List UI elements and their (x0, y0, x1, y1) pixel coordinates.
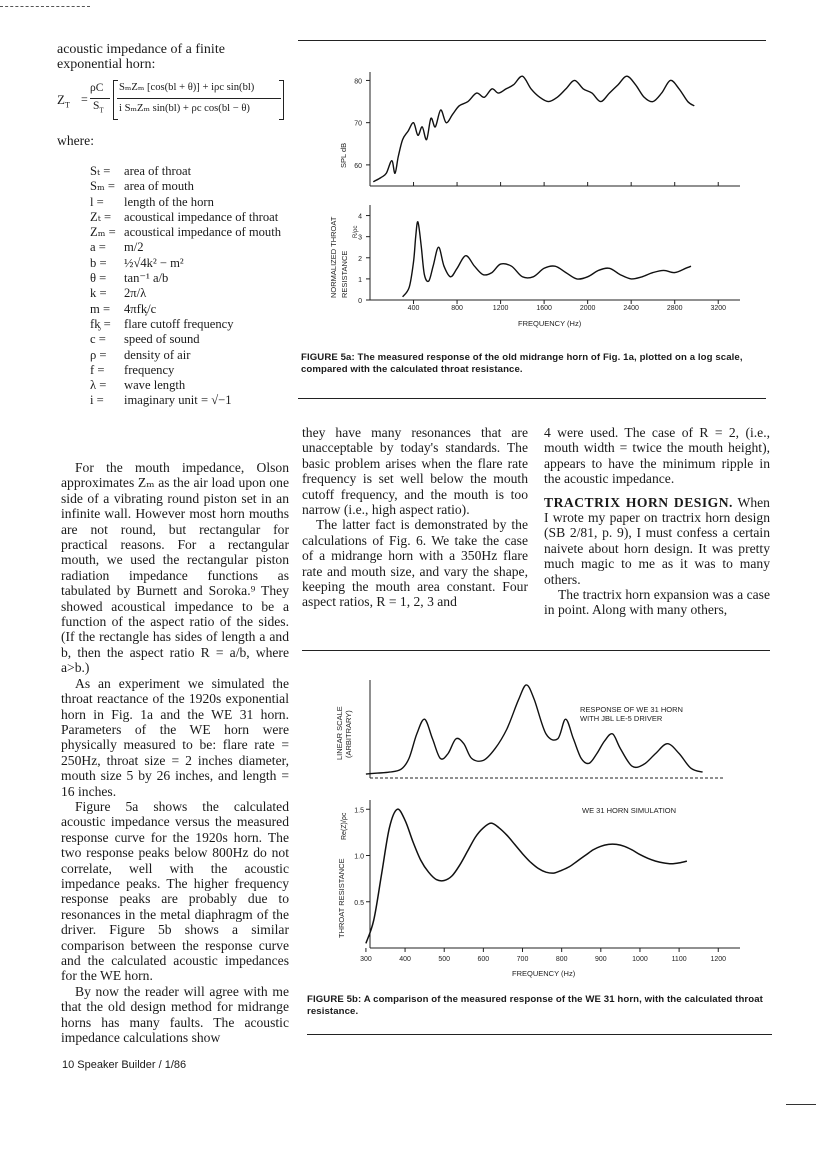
glossary-definition: length of the horn (124, 194, 214, 209)
paragraph-aspect: 4 were used. The case of R = 2, (i.e., mouth width = twice the mouth height), appears to have the minimum ripple in the acoustic impedance. (544, 425, 770, 487)
glossary-symbol: k = (90, 286, 107, 301)
frequency-tick-label-5b: 400 (399, 956, 411, 963)
spl-response-curve (373, 76, 694, 182)
paragraph-tractrix: When I wrote my paper on tractrix horn design (SB 2/81, p. 9), I must confess a certain naivete about horn design. It was pretty much magic to me as it was to many others. (544, 494, 770, 587)
glossary-symbol: a = (90, 240, 106, 255)
figure-5b-caption: FIGURE 5b: A comparison of the measured response of the WE 31 horn, with the calculated throat resistance. (307, 994, 763, 1017)
resistance-tick-label: 4 (358, 213, 362, 221)
glossary-row (90, 240, 284, 255)
frequency-tick-label-5b: 900 (594, 956, 607, 963)
glossary-definition: area of throat (124, 164, 192, 178)
glossary-definition: area of mouth (124, 179, 194, 194)
frequency-tick-label: 1600 (536, 305, 552, 312)
glossary-symbol: fᶄ = (90, 316, 111, 331)
resistance-tick-label: 3 (358, 234, 362, 242)
frequency-tick-label-5b: 1100 (671, 956, 687, 963)
frequency-tick-label: 1200 (492, 305, 509, 312)
intro-text: acoustic impedance of a finite exponential horn: (57, 42, 225, 73)
scan-mark-right (786, 1104, 816, 1105)
formula-denominator: i SₘZₘ sin(bl) + ρc cos(bl − θ) (119, 103, 250, 114)
resistance-ylabel-2: RESISTANCE (340, 250, 349, 298)
glossary-row (90, 302, 284, 317)
throat-resistance-ylabel: THROAT RESISTANCE (337, 858, 346, 938)
frequency-tick-label: 3200 (710, 305, 727, 312)
glossary-symbol: l = (90, 194, 104, 209)
rule-lower (302, 650, 770, 651)
throat-resistance-ylabel-frac: Re(Z)/ρc (341, 812, 348, 840)
rule-bottom (307, 1034, 772, 1035)
glossary-definition: flare cutoff frequency (124, 316, 234, 331)
formula-numerator: SₘZₘ [cos(bl + θ)] + iρc sin(bl) (119, 82, 255, 93)
glossary-symbol: b = (90, 255, 107, 270)
frequency-tick-label: 2400 (623, 305, 639, 312)
glossary-symbol: ρ = (90, 347, 107, 362)
formula-coef-den: S (93, 100, 100, 112)
glossary-definition: m/2 (124, 240, 144, 255)
frequency-tick-label-5b: 700 (516, 956, 529, 963)
glossary-definition: imaginary unit = √−1 (124, 393, 232, 408)
formula-coef-den-sub: T (99, 106, 104, 115)
figure-5b-chart (300, 660, 770, 982)
glossary-definition: density of air (124, 347, 191, 362)
resistance-ylabel-frac: R/ρc (353, 225, 359, 238)
glossary-symbol: Sₜ = (90, 164, 111, 178)
resistance-tick-label: 0 (358, 298, 362, 305)
spl-tick-label: 70 (354, 120, 362, 128)
frequency-tick-label: 2000 (579, 305, 596, 312)
glossary-row (90, 210, 284, 225)
glossary-row (90, 378, 284, 393)
paragraph-figure-5a: Figure 5a shows the calculated acoustic impedance versus the measured response curve for the 1920s horn. The two response peaks below 800Hz do not correlate, well with the acoustic impedance peaks. The higher frequency response peaks are probably due to resonances in the metal diaphragm of the driver. Figure 5b shows a similar comparison between the response curve and the calculated acoustic impedances for the WE horn. (61, 798, 289, 984)
figure-5a-chart (300, 50, 766, 345)
frequency-tick-label-5b: 500 (438, 956, 451, 963)
paragraph-resonances: they have many resonances that are unacceptable by today's standards. The basic problem arises when the flare rate frequency is set well below the mouth cutoff frequency, and the mouth is too narrow (i.e., high aspect ratio). (302, 425, 528, 518)
we31-simulation-curve (366, 809, 687, 943)
middle-body-text (302, 425, 528, 610)
throat-resistance-curve (403, 222, 691, 297)
glossary-row (90, 225, 284, 240)
glossary-symbol: Zₜ = (90, 209, 112, 224)
frequency-tick-label-5b: 1000 (632, 956, 648, 963)
left-body-text (61, 460, 289, 1045)
glossary-definition: 2π/λ (124, 286, 147, 301)
page-footer: 10 Speaker Builder / 1/86 (62, 1059, 187, 1071)
glossary-symbol: i = (90, 393, 104, 408)
scan-mark (0, 6, 90, 8)
throat-resistance-tick-label: 0.5 (354, 899, 364, 907)
glossary-symbol: c = (90, 332, 106, 347)
glossary-row (90, 256, 284, 271)
glossary-symbol: Sₘ = (90, 179, 115, 194)
glossary-symbol: θ = (90, 271, 107, 286)
glossary-symbol: Zₘ = (90, 225, 116, 240)
glossary-row (90, 164, 284, 179)
frequency-tick-label: 400 (407, 305, 420, 312)
glossary-symbol: f = (90, 362, 105, 377)
figure-5a-caption: FIGURE 5a: The measured response of the old midrange horn of Fig. 1a, plotted on a log scale, compared with the calculated throat resistance. (301, 352, 743, 375)
spl-ylabel: SPL dB (339, 142, 348, 168)
frequency-xlabel: FREQUENCY (Hz) (518, 319, 582, 328)
formula-lhs: Z (57, 92, 65, 107)
paragraph-conclusion: By now the reader will agree with me that the old design method for midrange horns has many faults. The acoustic impedance calculations show (61, 983, 289, 1046)
glossary-definition: 4πfᶄ/c (124, 301, 157, 316)
linear-scale-ylabel-2: (ARBITRARY) (344, 710, 353, 758)
glossary-row (90, 393, 284, 408)
resistance-tick-label: 2 (358, 255, 362, 263)
frequency-tick-label: 2800 (666, 305, 683, 312)
glossary-row (90, 195, 284, 210)
throat-resistance-tick-label: 1.5 (354, 807, 364, 815)
resistance-tick-label: 1 (358, 276, 362, 284)
section-heading-tractrix: TRACTRIX HORN DESIGN. (544, 494, 733, 510)
glossary-definition: ½√4k² − m² (124, 255, 184, 270)
spl-tick-label: 60 (354, 162, 362, 170)
we31-response-curve (366, 685, 703, 774)
paragraph-experiment: As an experiment we simulated the throat reactance of the 1920s exponential horn in Fig. 1a and the WE 31 horn. Parameters of the WE horn were physically measured to be: flare rate = 250Hz, throat size = 2 inches diameter, mouth size 5 by 26 inches, and length = 16 inches. (61, 675, 289, 799)
right-body-text (544, 425, 770, 618)
glossary-definition: acoustical impedance of mouth (124, 225, 282, 240)
spl-tick-label: 80 (354, 78, 362, 86)
glossary-row (90, 317, 284, 332)
paragraph-olson: For the mouth impedance, Olson approximates Zₘ as the air load upon one side of a vibrating round piston set in an infinite wall. However most horn mouths are not round, but rectangular for practical reasons. For a rectangular mouth, we used the rectangular piston radiation impedance functions as tabulated by Burnett and Soroka.⁹ They showed acoustical impedance to be a function of the aspect ratio of the sides. (If the rectangle has sides of length a and b, then the aspect ratio R = a/b, where a>b.) (61, 460, 289, 676)
response-legend-2: WITH JBL LE-5 DRIVER (580, 714, 663, 723)
glossary-row (90, 179, 284, 194)
throat-resistance-tick-label: 1.0 (354, 853, 364, 861)
glossary-definition: speed of sound (124, 332, 200, 347)
glossary-symbol: λ = (90, 378, 107, 393)
paragraph-expansion: The tractrix horn expansion was a case in point. Along with many others, (544, 587, 770, 618)
frequency-tick-label: 800 (451, 305, 463, 312)
frequency-tick-label-5b: 1200 (710, 956, 727, 963)
rule-top (298, 40, 766, 41)
frequency-tick-label-5b: 600 (477, 956, 490, 963)
resistance-ylabel-1: NORMALIZED THROAT (329, 216, 338, 298)
formula-coef-num: ρC (90, 82, 104, 94)
frequency-xlabel-5b: FREQUENCY (Hz) (512, 969, 576, 978)
formula-lhs-sub: T (64, 100, 70, 110)
glossary-definition: frequency (124, 362, 175, 377)
glossary-row (90, 286, 284, 301)
impedance-formula: $Z_T$ = ρC $S_T$ SₘZₘ [cos(bl + θ)] + iρc sin(bl) i SₘZₘ sin(bl) + ρc cos(bl − θ) (57, 80, 297, 122)
glossary-definition: acoustical impedance of throat (124, 209, 279, 224)
linear-scale-ylabel-1: LINEAR SCALE (335, 706, 344, 760)
response-legend-1: RESPONSE OF WE 31 HORN (580, 705, 683, 714)
glossary-row (90, 348, 284, 363)
frequency-tick-label-5b: 300 (360, 956, 372, 963)
frequency-tick-label-5b: 800 (555, 956, 568, 963)
glossary-row (90, 271, 284, 286)
symbol-glossary (90, 164, 284, 409)
glossary-row (90, 332, 284, 347)
where-label: where: (57, 133, 94, 148)
glossary-definition: wave length (124, 378, 186, 393)
glossary-row (90, 363, 284, 378)
glossary-symbol: m = (90, 301, 111, 316)
paragraph-fig6: The latter fact is demonstrated by the calculations of Fig. 6. We take the case of a midrange horn with a 350Hz flare rate and mouth size, and vary the shape, keeping the mouth area constant. Four aspect ratios, R = 1, 2, 3 and (302, 517, 528, 610)
glossary-definition: tan⁻¹ a/b (124, 271, 169, 286)
simulation-legend: WE 31 HORN SIMULATION (582, 806, 677, 815)
rule-mid (298, 398, 766, 399)
